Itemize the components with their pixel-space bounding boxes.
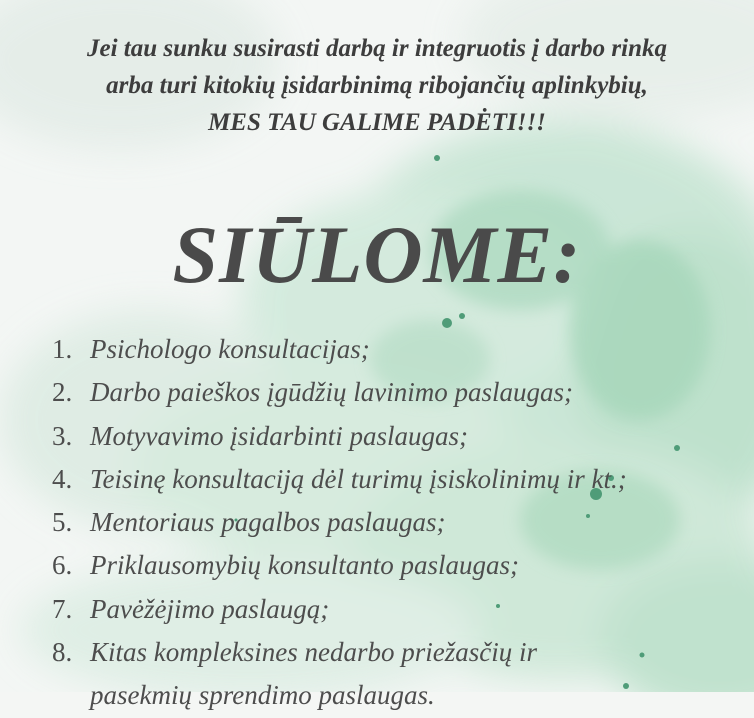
list-item [52,631,627,674]
list-item-number: 8. [52,637,73,668]
intro-line-1: Jei tau sunku susirasti darbą ir integruotis į darbo rinką [86,35,668,62]
list-item [52,544,627,587]
list-item-number: 7. [52,593,73,624]
list-item-text: Pavėžėjimo paslaugą; [90,593,330,624]
list-item-number: 2. [52,377,73,408]
list-item-number: 1. [52,334,73,364]
list-item-text: Priklausomybių konsultanto paslaugas; [90,550,519,581]
intro-text [0,30,754,141]
list-item [52,371,627,414]
list-item-number: 3. [52,420,73,451]
list-item [52,328,627,371]
list-item-text: Mentoriaus pagalbos paslaugas; [90,507,446,538]
list-item-continuation: pasekmių sprendimo paslaugas. [90,680,435,711]
list-item-text: Motyvavimo įsidarbinti paslaugas; [90,420,468,451]
list-item [52,458,627,501]
list-item-text: Teisinę konsultaciją dėl turimų įsiskolinimų ir kt.; [90,463,627,494]
list-item-number: 5. [52,507,73,538]
list-item-number: 4. [52,463,73,494]
list-item-text: Darbo paieškos įgūdžių lavinimo paslaugas; [90,377,573,408]
list-item [52,415,627,458]
intro-line-2: arba turi kitokių įsidarbinimą ribojančių aplinkybių, [106,72,648,99]
list-item-text: Psichologo konsultacijas; [90,334,370,364]
list-item-text: Kitas kompleksines nedarbo priežasčių ir [90,637,537,668]
list-item [52,588,627,631]
offer-list [52,328,627,718]
list-item [52,501,627,544]
page-title: SIŪLOME: [172,209,582,300]
list-item-number: 6. [52,550,73,581]
intro-line-3: MES TAU GALIME PADĖTI!!! [208,109,546,136]
